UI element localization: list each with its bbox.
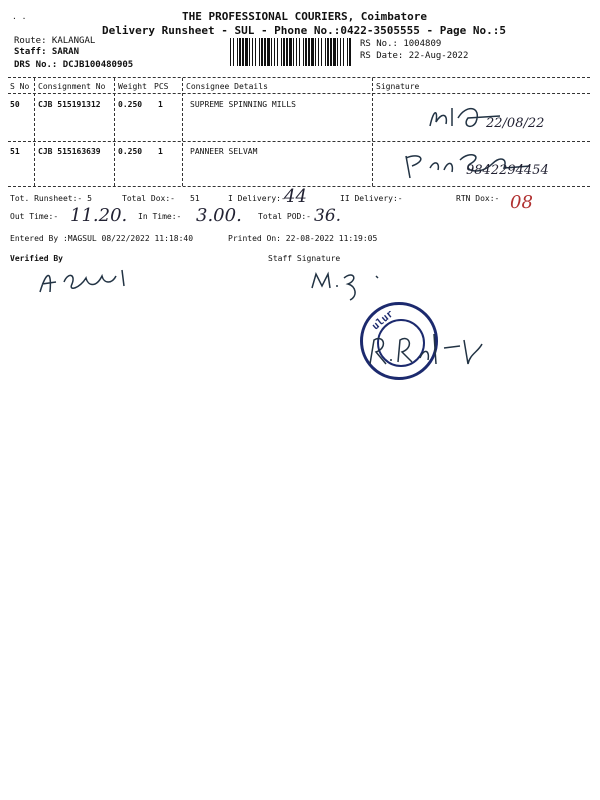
barcode-bar — [347, 38, 348, 66]
barcode-bar — [281, 38, 282, 66]
barcode-bar — [315, 38, 316, 66]
verified-by-label: Verified By — [10, 254, 63, 263]
table-row-2-sno: 51 — [10, 147, 20, 156]
runsheet-title: Delivery Runsheet - SUL - Phone No.:0422-3505555 - Page No.:5 — [102, 24, 506, 37]
barcode-bar — [321, 38, 322, 66]
barcode-bar — [289, 38, 292, 66]
table-top-rule — [8, 77, 590, 78]
drs-number: DRS No.: DCJB100480905 — [14, 60, 134, 70]
barcode-bar — [343, 38, 344, 66]
stamp-signature — [364, 330, 494, 370]
company-title: THE PROFESSIONAL COURIERS, Coimbatore — [182, 10, 428, 23]
col-consignee: Consignee Details — [186, 82, 268, 91]
rs-number: RS No.: 1004809 — [360, 39, 442, 49]
barcode-bar — [337, 38, 338, 66]
col-pcs: PCS — [154, 82, 169, 91]
staff-signature-label: Staff Signature — [268, 254, 341, 263]
barcode-bar — [264, 38, 266, 66]
verified-by-signature — [36, 262, 136, 298]
barcode-bar — [349, 38, 351, 66]
barcode-bar — [245, 38, 248, 66]
barcode-bar — [340, 38, 341, 66]
barcode-bar — [283, 38, 285, 66]
col-consignment: Consignment No — [38, 82, 106, 91]
barcode-bar — [277, 38, 278, 66]
barcode-bar — [327, 38, 329, 66]
in-time-value: 3.00. — [196, 205, 242, 226]
barcode-bar — [311, 38, 314, 66]
barcode-bar — [233, 38, 234, 66]
table-header-rule — [8, 93, 590, 94]
barcode-bar — [305, 38, 307, 66]
barcode-bar — [293, 38, 294, 66]
col-divider — [114, 78, 115, 186]
barcode-bar — [237, 38, 238, 66]
barcode-bar — [296, 38, 297, 66]
barcode-bar — [333, 38, 336, 66]
table-row-1-consignee: SUPREME SPINNING MILLS — [190, 100, 296, 109]
col-divider — [372, 78, 373, 186]
row-2-signature-phone: 9842294454 — [466, 163, 549, 178]
barcode-bar — [303, 38, 304, 66]
printed-on: Printed On: 22-08-2022 11:19:05 — [228, 234, 378, 243]
staff-label: Staff: SARAN — [14, 47, 80, 57]
barcode-bar — [271, 38, 272, 66]
barcode-bar — [274, 38, 275, 66]
barcode-bar — [299, 38, 300, 66]
rtn-dox-value: 08 — [510, 192, 533, 213]
barcode-bar — [261, 38, 263, 66]
barcode-bar — [259, 38, 260, 66]
total-pod-label: Total POD:- — [258, 212, 311, 221]
rtn-dox-label: RTN Dox:- — [456, 194, 500, 203]
barcode-bar — [230, 38, 231, 66]
col-divider — [182, 78, 183, 186]
total-dox-value: 51 — [190, 194, 200, 203]
corner-mark: . . — [12, 12, 27, 21]
table-row-2-consignee: PANNEER SELVAM — [190, 147, 258, 156]
barcode-bar — [318, 38, 319, 66]
barcode — [228, 38, 352, 66]
table-row-1-weight: 0.250 — [118, 100, 143, 109]
barcode-bar — [249, 38, 250, 66]
barcode-bar — [242, 38, 244, 66]
row-1-signature-date: 22/08/22 — [486, 116, 545, 131]
col-weight: Weight — [118, 82, 147, 91]
table-row-2-weight: 0.250 — [118, 147, 143, 156]
barcode-bar — [325, 38, 326, 66]
route-label: Route: KALANGAL — [14, 36, 96, 46]
table-row-1-pcs: 1 — [158, 100, 163, 109]
barcode-bar — [308, 38, 310, 66]
row-rule — [8, 141, 590, 142]
rs-date: RS Date: 22-Aug-2022 — [360, 51, 469, 61]
barcode-bar — [255, 38, 256, 66]
staff-signature — [310, 266, 390, 302]
entered-by: Entered By :MAGSUL 08/22/2022 11:18:40 — [10, 234, 194, 243]
barcode-bar — [252, 38, 253, 66]
i-delivery-label: I Delivery:- — [228, 194, 286, 203]
barcode-bar — [239, 38, 241, 66]
col-sno: S No — [10, 82, 30, 91]
barcode-bar — [330, 38, 332, 66]
table-row-1-consignment: CJB 515191312 — [38, 100, 101, 109]
in-time-label: In Time:- — [138, 212, 182, 221]
tot-runsheet: Tot. Runsheet:- 5 — [10, 194, 92, 203]
i-delivery-value: 44 — [284, 186, 307, 207]
barcode-bar — [267, 38, 270, 66]
ii-delivery-label: II Delivery:- — [340, 194, 403, 203]
col-signature: Signature — [376, 82, 420, 91]
out-time-label: Out Time:- — [10, 212, 59, 221]
table-row-2-consignment: CJB 515163639 — [38, 147, 101, 156]
total-pod-value: 36. — [314, 206, 342, 226]
table-row-1-sno: 50 — [10, 100, 20, 109]
total-dox-label: Total Dox:- — [122, 194, 175, 203]
out-time-value: 11.20. — [70, 205, 128, 226]
table-row-2-pcs: 1 — [158, 147, 163, 156]
col-divider — [34, 78, 35, 186]
barcode-bar — [286, 38, 288, 66]
stamp-text: ulur — [370, 308, 396, 333]
